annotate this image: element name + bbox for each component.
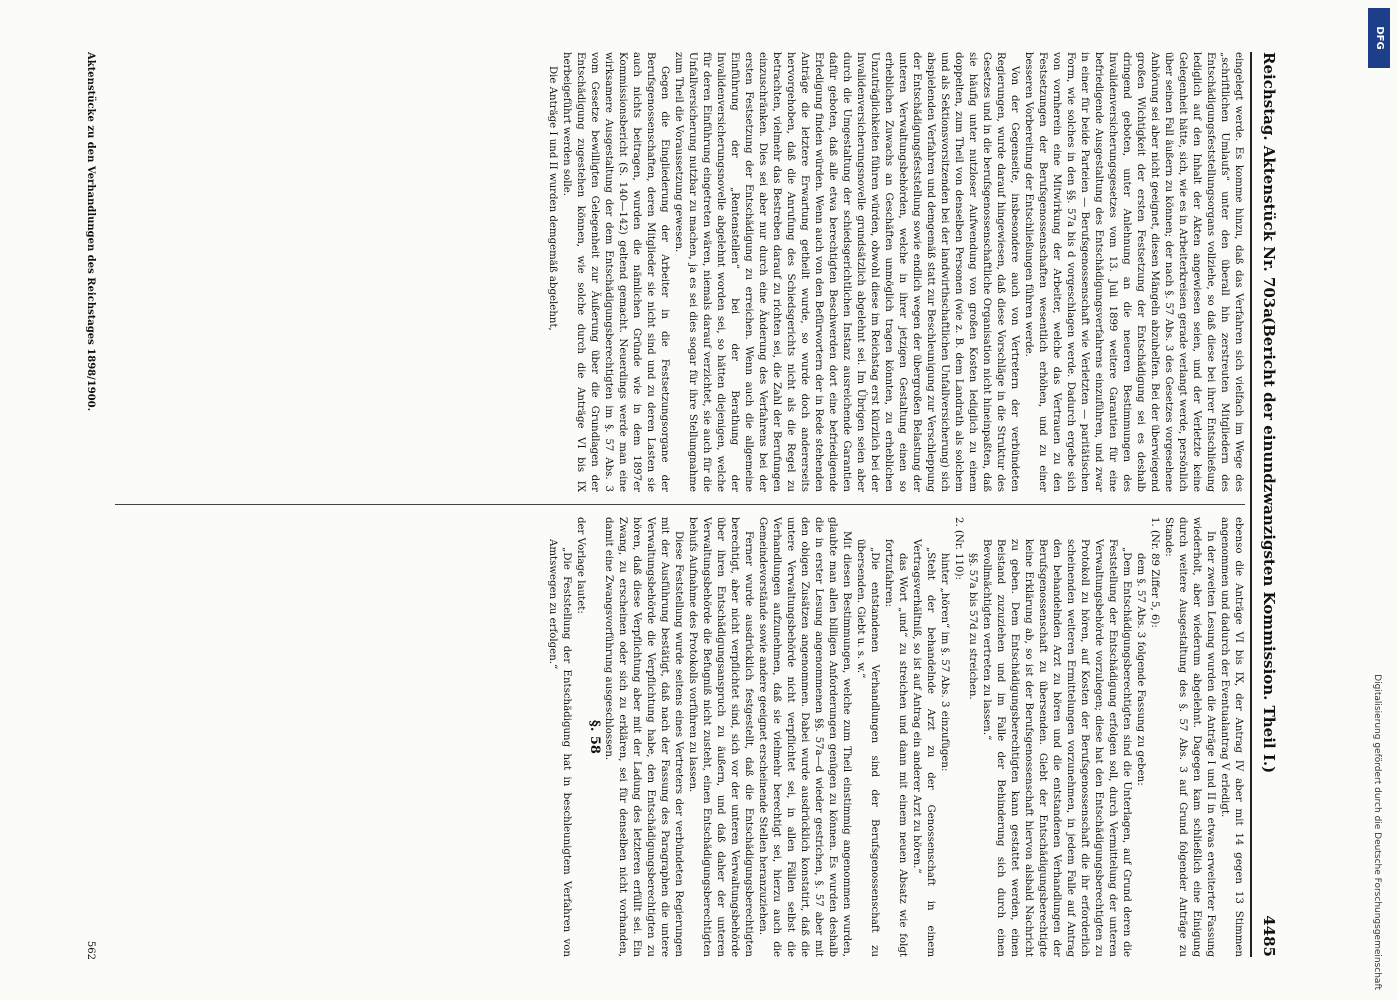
dfg-logo: DFG (1368, 8, 1390, 68)
column-divider (115, 504, 1245, 505)
paragraph: dem §. 57 Abs. 3 folgende Fassung zu geben: (1135, 553, 1146, 786)
paragraph: das Wort „und“ zu streichen und dann mit einem neuen Absatz wie folgt fortzufahren: (883, 539, 908, 957)
paragraph: In der zweiten Lesung wurden die Anträge I und II in etwas erweiterter Fassung wiederholt, aber wiederum abgelehnt. Dagegen kam schließlich eine Einigung durch weitere Ausgestaltung des §. 57 Abs. 3 auf Grund folgender Anträge zu Stande: (1163, 517, 1216, 957)
left-column (105, 52, 1245, 492)
paragraph: ebenso die Anträge VI bis IX, der Antrag IV aber mit 14 gegen 13 Stimmen angenommen und dadurch der Eventualantrag V erledigt. (1219, 517, 1244, 957)
paragraph: eingelegt werde. Es komme hinzu, daß das Verfahren sich vielfach im Wege des „schriftlichen Umlaufs“ unter den überall hin zerstreuten Mitgliedern des Entschädigungsfeststellungsorgans vollziehe, so daß diese bei ihrer Entschließung lediglich auf den Inhalt der Akten angewiesen seien, und der Verletzte keine Gelegenheit hätte, sich, wie es in Arbeiterkreisen gerade verlangt werde, persönlich über seinen Fall äußern zu können; der nach §. 57 Abs. 3 des Gesetzes vorgesehene Anhörung sei aber nicht geeignet, diesen Mängeln abzuhelfen. Bei der überwiegend großen Wichtigkeit der ersten Festsetzung der Entschädigung sei es deshalb dringend geboten, unter Anlehnung an die neueren Bestimmungen des Invalidenversicherungsgesetzes vom 13. Juli 1899 weitere Garantien für eine befriedigende Ausgestaltung des Entschädigungsverfahrens einzuführen, und zwar in einer für beide Parteien — Berufsgenossenschaft wie Verletzten — paritätischen Form, wie solches in den §§. 57a bis d vorgeschlagen werde. Dadurch ergebe sich von vornherein eine Mitwirkung der Arbeiter, welche das Vertrauen zu den Festsetzungen der Berufsgenossenschaften wesentlich erhöhen, und zu einer besseren Vorbereitung der Entschließungen führen werde. (1023, 52, 1244, 492)
page-number: 4485 (1260, 915, 1278, 957)
paragraph: Gegen die Eingliederung der Arbeiter in die Festsetzungsorgane der Berufsgenossenschaften, deren Mitglieder sie nicht sind und zu deren Lasten sie auch nichts beitragen, wurden die nämlichen Gründe wie in dem 1897er Kommissionsbericht (S. 140—142) geltend gemacht. Neuerdings werde man eine wirksamere Ausgestaltung der dem Entschädigungsberechtigten im §. 57 Abs. 3 vom Gesetze bewilligten Gelegenheit zur Äußerung über die Grundlagen der Entschädigung zugestehen können, wie solche durch die Anträge VI bis IX herbeigeführt werden solle. (561, 52, 670, 492)
paragraph: Mit diesen Bestimmungen, welche zum Theil einstimmig angenommen wurden, glaubte man allen billigen Anforderungen genügen zu können. Es wurden deshalb die in erster Lesung angenommenen §§. 57a—d wieder gestrichen, §. 57 aber mit den obigen Zusätzen angenommen. Dabei wurde ausdrücklich konstatirt, daß die untere Verwaltungsbehörde nicht verpflichtet sei, in allen Fällen selbst die Verhandlungen aufzunehmen, daß sie vielmehr berechtigt sei, hierzu auch die Gemeindevorstände sowie andere geeignet erscheinende Stellen heranzuziehen. (757, 517, 852, 957)
watermark-text: Digitalisierung gefördert durch die Deutsche Forschungsgemeinschaft (1372, 674, 1382, 990)
paragraph: der Vorlage lautet: (575, 517, 586, 614)
paragraph: Diese Feststellung wurde seitens eines Vertreters der verbündeten Regierungen mit der Ausführung bestätigt, daß nach der Fassung des Paragraphen die untere Verwaltungsbehörde die Verpflichtung habe, den Entschädigungsberechtigten zu hören, daß diese Verpflichtung aber mit der Ladung des letzteren erfüllt sei. Ein Zwang, zu erscheinen oder sich zu erklären, sei für denselben nicht vorhanden, damit eine Zwangsvorführung ausgeschlossen. (603, 517, 684, 957)
right-column (105, 517, 1245, 957)
list-item: 1. (Nr. 89 Ziffer 5, 6): (1149, 517, 1160, 628)
page-footer: Aktenstücke zu den Verhandlungen des Reichstages 1898/1900. (85, 52, 96, 412)
header-title: (Bericht der einundzwanzigsten Kommission. Theil I.) (1260, 317, 1278, 774)
signature-number: 562 (85, 940, 96, 960)
quote: „Die Feststellung der Entschädigung hat in beschleunigtem Verfahren von Amtswegen zu erfolgen.“ (547, 539, 572, 957)
list-item: 2. (Nr. 110): (953, 517, 964, 580)
header-left: Reichstag. Aktenstück Nr. 703a. (1260, 52, 1278, 324)
paragraph: §§. 57a bis 57d zu streichen. (967, 553, 978, 700)
watermark (1362, 90, 1392, 990)
paragraph: hinter „hören“ im §. 57 Abs. 3 einzufügen: (939, 553, 950, 772)
quote: „Die entstandenen Verhandlungen sind der Berufsgenossenschaft zu übersenden. Giebt u. s. w.“ (855, 539, 880, 957)
paragraph: Ferner wurde ausdrücklich festgestellt, daß die Entschädigungsberechtigten berechtigt, aber nicht verpflichtet sind, sich vor der unteren Verwaltungsbehörde über ihren Entschädigungsanspruch zu äußern, und daß daher der unteren Verwaltungsbehörde die Befugniß nicht zusteht, einen Entschädigungsberechtigten behufs Aufnahme des Protokolls vorführen zu lassen. (687, 517, 754, 957)
quote: „Steht der behandelnde Arzt zu der Genossenschaft in einem Vertragsverhältniß, so ist auf Antrag ein anderer Arzt zu hören.“ (911, 539, 936, 957)
header-rule (1250, 52, 1252, 957)
paragraph: Von der Gegenseite, insbesondere auch von Vertretern der verbündeten Regierungen, wurde darauf hingewiesen, daß diese Vorschläge in die Struktur des Gesetzes und in die berufsgenossenschaftliche Organisation nicht hineinpaßten, daß sie häufig unter nutzloser Aufwendung von großen Kosten lediglich zu einem doppelten, zum Theil von denselben Personen (wie z. B. dem Landrath als solchem und als Sektionsvorsitzenden bei der landwirthschaftlichen Unfallversicherung) sich abspielenden Verfahren und demgemäß statt zur Beschleunigung zur Verschleppung der Entschädigungsfeststellung sowie endlich wegen der übergroßen Belastung der unteren Verwaltungsbehörden, welche in ihrer jetzigen Gestaltung einen so erheblichen Zuwachs an Geschäften unmöglich tragen könnten, zu erheblichen Unzuträglichkeiten führen würden, obwohl diese im Reichstag erst kürzlich bei der Invalidenversicherungsnovelle grundsätzlich abgelehnt sei. Im Übrigen seien aber durch die Umgestaltung der schiedsgerichtlichen Instanz ausreichende Garantien dafür geboten, daß alle etwa berechtigten Beschwerden dort eine befriedigende Erledigung finden würden. Wenn auch von den Befürwortern der in Rede stehenden Anträge die letztere Erwartung getheilt wurde, so wurde doch andererseits hervorgehoben, daß die Anrufung des Schiedsgerichts nicht als die Regel zu betrachten, vielmehr das Bestreben darauf zu richten sei, die Zahl der Berufungen einzuschränken. Dies sei aber nur durch eine Änderung des Verfahrens bei der ersten Festsetzung der Entschädigung zu erreichen. Wenn auch die allgemeine Einführung der „Rentenstellen“ bei der Berathung der Invalidenversicherungsnovelle abgelehnt worden sei, so hätten diejenigen, welche für deren Einführung eingetreten wären, niemals darauf verzichtet, sie auch für die Unfallversicherung nutzbar zu machen, ja es sei dies sogar für ihre Stellungnahme zum Theil die Voraussetzung gewesen. (673, 52, 1020, 492)
quote: „Dem Entschädigungsberechtigten sind die Unterlagen, auf Grund deren die Feststellung der Entschädigung erfolgen soll, durch Vermittelung der unteren Verwaltungsbehörde vorzulegen; diese hat den Entschädigungsberechtigten zu Protokoll zu hören, auf Kosten der Berufsgenossenschaft die ihr erforderlich scheinenden weiteren Ermittelungen vorzunehmen, in jedem Falle auf Antrag den behandelnden Arzt zu hören und die entstandenen Verhandlungen der Berufsgenossenschaft zu übersenden. Giebt der Entschädigungsberechtigte keine Erklärung ab, so ist der Berufsgenossenschaft hiervon alsbald Nachricht zu geben. Dem Entschädigungsberechtigten kann gestattet werden, einen Beistand zuzuziehen und im Falle der Behinderung sich durch einen Bevollmächtigten vertreten zu lassen.“ (981, 539, 1132, 957)
paragraph: Die Anträge I und II wurden demgemäß abgelehnt, (547, 66, 558, 331)
section-heading: §. 58 (587, 720, 602, 754)
page-header (1256, 52, 1282, 957)
